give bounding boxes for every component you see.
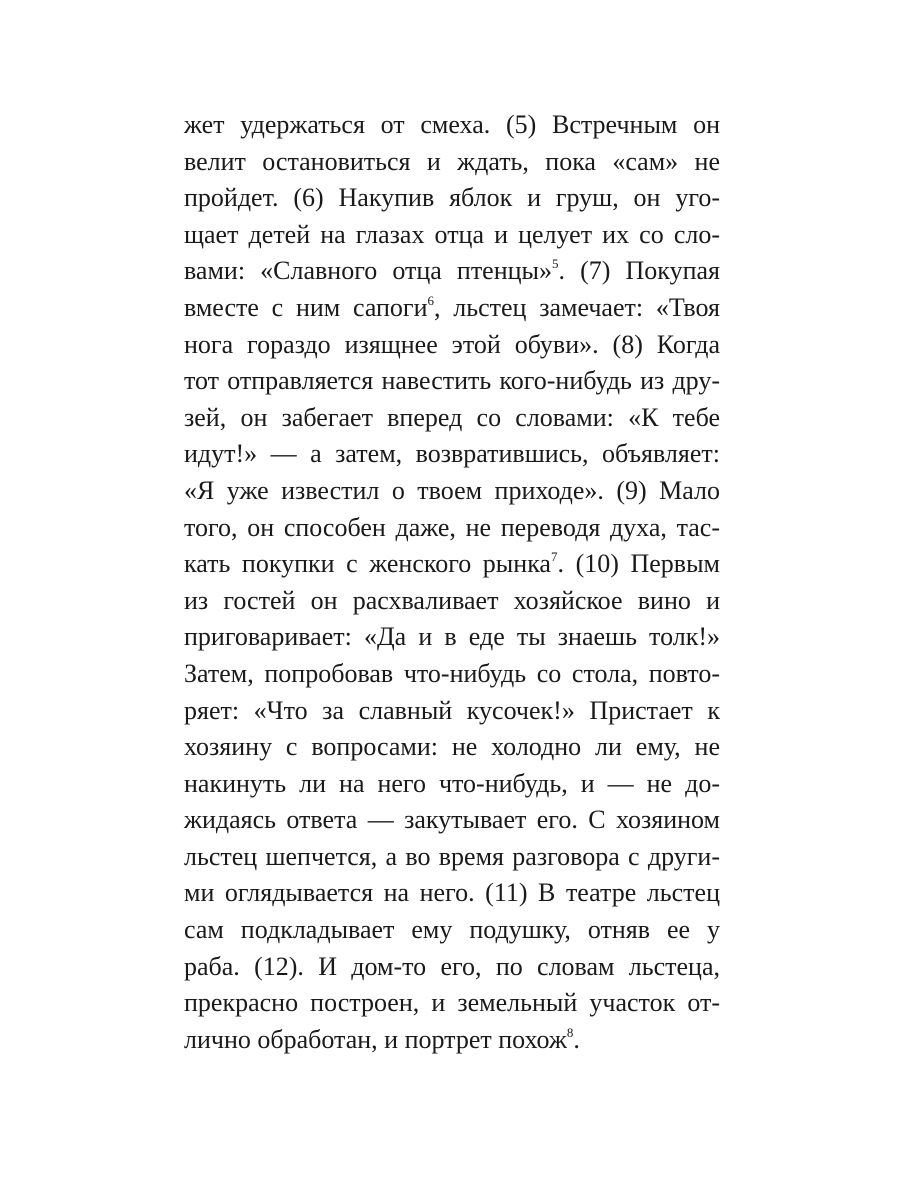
text-segment: щает детей на глазах отца и целует их со сло- — [184, 219, 720, 249]
text-segment: «Я уже известил о твоем приходе». (9) Мало — [184, 475, 720, 505]
text-segment: ми оглядывается на него. (11) В театре льстец — [184, 878, 720, 908]
text-segment: велит остановиться и ждать, пока «сам» не — [184, 146, 720, 176]
body-text — [184, 107, 720, 1058]
text-line — [184, 107, 720, 144]
text-line — [184, 729, 720, 766]
text-segment: раба. (12). И дом-то его, по словам льстеца, — [184, 951, 720, 981]
text-line — [184, 546, 720, 583]
text-segment: . (10) Первым — [557, 549, 720, 579]
text-segment: . — [573, 1024, 580, 1054]
footnote-marker: 8 — [566, 1024, 574, 1040]
text-segment: Затем, попробовав что-нибудь со стола, повто- — [184, 658, 720, 688]
text-line — [184, 473, 720, 510]
text-line — [184, 436, 720, 473]
text-segment: сам подкладывает ему подушку, отняв ее у — [184, 915, 720, 945]
text-segment: вместе с ним сапоги — [184, 292, 428, 322]
text-segment: приговаривает: «Да и в еде ты знаешь толк!» — [184, 622, 720, 652]
text-line — [184, 619, 720, 656]
text-line — [184, 912, 720, 949]
footnote-marker: 7 — [550, 549, 558, 565]
text-segment: тот отправляется навестить кого-нибудь из дру- — [184, 366, 720, 396]
text-segment: кать покупки с женского рынка — [184, 549, 551, 579]
text-line — [184, 1022, 720, 1059]
text-line — [184, 656, 720, 693]
text-segment: вами: «Славного отца птенцы» — [184, 256, 553, 286]
text-segment: прекрасно построен, и земельный участок от- — [184, 988, 720, 1018]
text-line — [184, 583, 720, 620]
footnote-marker: 6 — [427, 292, 435, 308]
text-line — [184, 875, 720, 912]
text-line — [184, 217, 720, 254]
text-segment: лично обработан, и портрет похож — [184, 1024, 567, 1054]
text-line — [184, 180, 720, 217]
text-line — [184, 363, 720, 400]
text-segment: жет удержаться от смеха. (5) Встречным он — [184, 110, 720, 139]
text-segment: того, он способен даже, не переводя духа, тас- — [184, 512, 720, 542]
text-line — [184, 985, 720, 1022]
text-line — [184, 510, 720, 547]
text-line — [184, 766, 720, 803]
text-segment: , льстец замечает: «Твоя — [434, 292, 720, 322]
text-line — [184, 949, 720, 986]
text-line — [184, 144, 720, 181]
footnote-marker: 5 — [552, 256, 559, 272]
text-segment: идут!» — а затем, возвратившись, объявляет: — [184, 439, 720, 469]
text-line — [184, 400, 720, 437]
text-line — [184, 693, 720, 730]
text-segment: льстец шепчется, а во время разговора с други- — [184, 841, 720, 871]
text-line — [184, 327, 720, 364]
text-segment: пройдет. (6) Накупив яблок и груш, он уго- — [184, 183, 720, 213]
text-segment: хозяину с вопросами: не холодно ли ему, не — [184, 732, 720, 762]
text-line — [184, 253, 720, 290]
text-segment: . (7) Покупая — [558, 256, 720, 286]
text-segment: нога гораздо изящнее этой обуви». (8) Когда — [184, 329, 720, 359]
text-segment: зей, он забегает вперед со словами: «К тебе — [184, 402, 720, 432]
text-segment: накинуть ли на него что-нибудь, и — не до- — [184, 768, 720, 798]
text-line — [184, 290, 720, 327]
text-segment: из гостей он расхваливает хозяйское вино и — [184, 585, 720, 615]
text-line — [184, 839, 720, 876]
text-line — [184, 802, 720, 839]
text-segment: ряет: «Что за славный кусочек!» Пристает к — [184, 695, 720, 725]
text-segment: жидаясь ответа — закутывает его. С хозяином — [184, 805, 720, 835]
